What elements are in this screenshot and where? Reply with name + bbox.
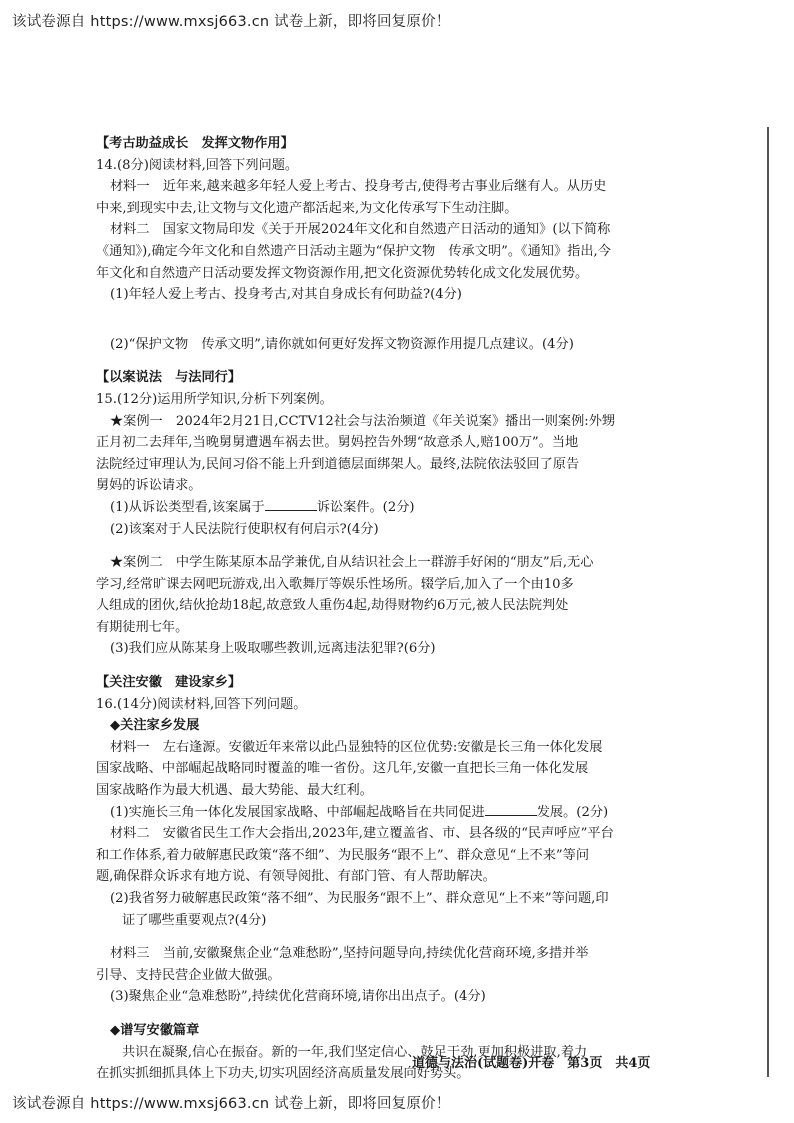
q15-case2-line4: 有期徒刑七年。 bbox=[96, 619, 189, 635]
margin-rule bbox=[767, 127, 769, 1077]
q15-case2-line3: 人组成的团伙,结伙抢劫18起,故意致人重伤4起,劫得财物约6万元,被人民法院判处 bbox=[96, 598, 569, 614]
q16-material1-line3: 国家战略作为最大机遇、最大势能、最大红利。 bbox=[96, 783, 373, 799]
q15-case1-line3: 法院经过审理认为,民间习俗不能上升到道德层面绑架人。最终,法院依法驳回了原告 bbox=[96, 456, 580, 472]
q15-subquestion-2: (2)该案对于人民法院行使职权有何启示?(4分) bbox=[110, 521, 379, 537]
section-heading-16: 【关注安徽 建设家乡】 bbox=[96, 675, 242, 691]
section-heading-14: 【考古助益成长 发挥文物作用】 bbox=[96, 136, 294, 151]
watermark-bottom: 该试卷源自 https://www.mxsj663.cn 试卷上新，即将回复原价！ bbox=[12, 1096, 451, 1112]
q16-subquestion-1 bbox=[96, 802, 746, 824]
q16-material2-line2: 和工作体系,着力破解惠民政策“落不细”、为民服务“跟不上”、群众意见“上不来”等问 bbox=[96, 847, 590, 863]
question-16-intro: 16.(14分)阅读材料,回答下列问题。 bbox=[96, 696, 307, 712]
q15-case1-line4: 舅妈的诉讼请求。 bbox=[96, 478, 202, 494]
q16-subquestion-2-line1: (2)我省努力破解惠民政策“落不细”、为民服务“跟不上”、群众意见“上不来”等问题,印 bbox=[110, 891, 609, 906]
q15-subquestion-3: (3)我们应从陈某身上吸取哪些教训,远离违法犯罪?(6分) bbox=[110, 641, 436, 657]
answer-blank[interactable] bbox=[485, 803, 537, 816]
q16-material2-line3: 题,确保群众诉求有地方说、有领导阅批、有部门管、有人帮助解决。 bbox=[96, 869, 496, 885]
section-heading-15: 【以案说法 与法同行】 bbox=[96, 370, 242, 386]
q16-subheading-development: ◆关注家乡发展 bbox=[110, 718, 200, 734]
q14-subquestion-2: (2)“保护文物 传承文明”,请你就如何更好发挥文物资源作用提几点建议。(4分) bbox=[110, 336, 574, 352]
q15-case1-line1: ★案例一 2024年2月21日,CCTV12社会与法治频道《年关说案》播出一则案例:外甥 bbox=[110, 413, 616, 429]
q16-subquestion-3: (3)聚焦企业“急难愁盼”,持续优化营商环境,请你出出点子。(4分) bbox=[110, 989, 486, 1005]
page-footer: 道德与法治(试题卷)开卷 第3页 共4页 bbox=[412, 1056, 651, 1071]
answer-blank[interactable] bbox=[265, 498, 317, 511]
q16-material1-line2: 国家战略、中部崛起战略同时覆盖的唯一省份。这几年,安徽一直把长三角一体化发展 bbox=[96, 761, 589, 777]
q15-case1-line2: 正月初二去拜年,当晚舅舅遭遇车祸去世。舅妈控告外甥“故意杀人,赔100万”。当地 bbox=[96, 435, 579, 451]
q14-material2-line1: 材料二 国家文物局印发《关于开展2024年文化和自然遗产日活动的通知》(以下简称 bbox=[110, 222, 611, 238]
question-15-intro: 15.(12分)运用所学知识,分析下列案例。 bbox=[96, 391, 333, 407]
q14-material1-line1: 材料一 近年来,越来越多年轻人爱上考古、投身考古,使得考古事业后继有人。从历史 bbox=[110, 179, 607, 195]
exam-content bbox=[96, 133, 746, 1085]
q16-material1-line1: 材料一 左右逢源。安徽近年来常以此凸显独特的区位优势:安徽是长三角一体化发展 bbox=[110, 739, 603, 755]
q14-material1-line2: 中来,到现实中去,让文物与文化遗产都活起来,为文化传承写下生动注脚。 bbox=[96, 200, 518, 216]
q16-q1-suffix: 发展。(2分) bbox=[536, 804, 609, 820]
q15-subquestion-1 bbox=[96, 497, 746, 519]
q14-material2-line3: 年文化和自然遗产日活动要发挥文物资源作用,把文化资源优势转化成文化发展优势。 bbox=[96, 265, 589, 281]
q14-material2-line2: 《通知》),确定今年文化和自然遗产日活动主题为“保护文物 传承文明”。《通知》指出,今 bbox=[96, 243, 611, 259]
q15-case2-line2: 学习,经常旷课去网吧玩游戏,出入歌舞厅等娱乐性场所。辍学后,加入了一个由10多 bbox=[96, 576, 574, 592]
q15-q1-suffix: 诉讼案件。(2分) bbox=[316, 499, 415, 515]
q15-q1-prefix: (1)从诉讼类型看,该案属于 bbox=[110, 499, 265, 515]
q16-material3-line1: 材料三 当前,安徽聚焦企业“急难愁盼”,坚持问题导向,持续优化营商环境,多措并举 bbox=[110, 946, 589, 962]
q16-paragraph-line2: 在抓实抓细抓具体上下功夫,切实巩固经济高质量发展向好势头。 bbox=[96, 1066, 470, 1082]
q16-subheading-chapter: ◆谱写安徽篇章 bbox=[110, 1022, 200, 1038]
watermark-top: 该试卷源自 https://www.mxsj663.cn 试卷上新，即将回复原价！ bbox=[12, 14, 451, 30]
q16-subquestion-2-line2: 证了哪些重要观点?(4分) bbox=[122, 912, 267, 928]
q15-case2-line1: ★案例二 中学生陈某原本品学兼优,自从结识社会上一群游手好闲的“朋友”后,无心 bbox=[110, 555, 594, 571]
q16-q1-prefix: (1)实施长三角一体化发展国家战略、中部崛起战略旨在共同促进 bbox=[110, 804, 485, 820]
q16-material2-line1: 材料二 安徽省民生工作大会指出,2023年,建立覆盖省、市、县各级的“民声呼应”平台 bbox=[110, 826, 614, 842]
question-14-intro: 14.(8分)阅读材料,回答下列问题。 bbox=[96, 157, 299, 173]
q16-paragraph-line1: 共识在凝聚,信心在振奋。新的一年,我们坚定信心、鼓足干劲,更加积极进取,着力 bbox=[122, 1044, 588, 1060]
q14-subquestion-1: (1)年轻人爱上考古、投身考古,对其自身成长有何助益?(4分) bbox=[110, 287, 462, 303]
q16-material3-line2: 引导、支持民营企业做大做强。 bbox=[96, 967, 281, 983]
